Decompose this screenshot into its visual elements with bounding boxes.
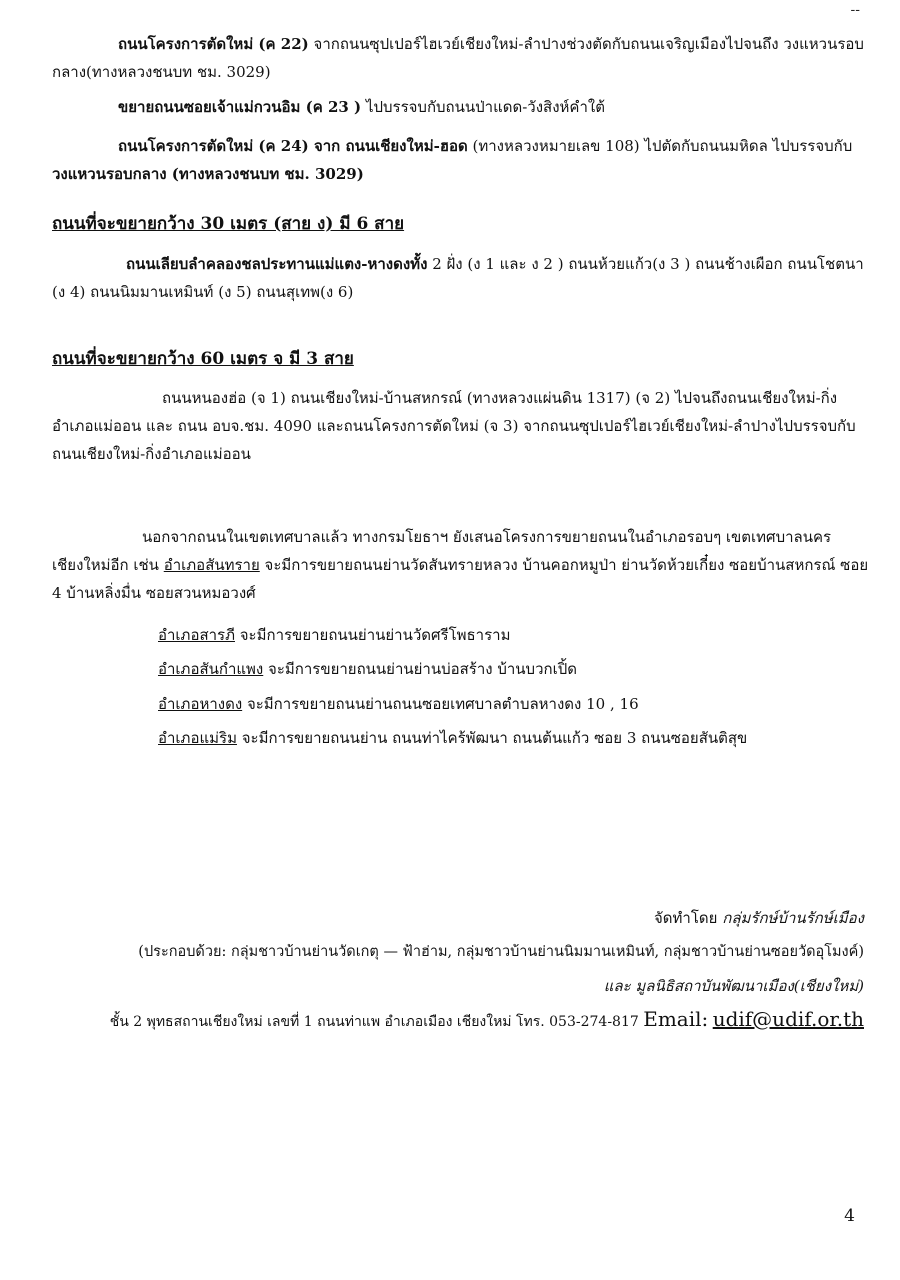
district-hangdong: อำเภอหางดง: [158, 695, 243, 713]
road-c22-text: จากถนนซุปเปอร์ไฮเวย์เชียงใหม่-ลำปางช่วงตัดกับถนนเจริญเมืองไปจนถึง วงแหวนรอบกลาง(ทางหลวงชนบท ชม. 3029): [52, 35, 864, 81]
district-maerim: อำเภอแม่ริม: [158, 729, 237, 747]
page-number: 4: [844, 1206, 855, 1226]
district-hangdong-text: จะมีการขยายถนนย่านถนนซอยเทศบาลตำบลหางดง 10 , 16: [246, 695, 639, 713]
email-link[interactable]: udif@udif.or.th: [712, 1007, 864, 1031]
district-saraphi-line: [158, 621, 878, 649]
paragraph-road-c24: [52, 132, 872, 188]
paragraph-road-c23: [52, 93, 872, 121]
outside-intro-text: นอกจากถนนในเขตเทศบาลแล้ว ทางกรมโยธาฯ ยังเสนอโครงการขยายถนนในอำเภอรอบๆ เขตเทศบาลนครเชียงใหม่อีก เช่น: [52, 528, 832, 574]
section-60m-text: [52, 384, 872, 468]
footer-composed-of: (ประกอบด้วย: กลุ่มชาวบ้านย่านวัดเกตุ — ฟ้าฮ่าม, กลุ่มชาวบ้านย่านนิมมานเหมินท์, กลุ่มชาวบ้านย่านซอยวัดอุโมงค์): [138, 944, 864, 960]
section-30m-text: [52, 250, 872, 306]
footer-organized-by: [52, 904, 864, 932]
district-sansai: อำเภอสันทราย: [163, 556, 260, 574]
section-30m-roads: 2 ฝั่ง (ง 1 และ ง 2 ) ถนนห้วยแก้ว(ง 3 ) ถนนช้างเผือก ถนนโชตนา (ง 4) ถนนนิมมานเหมินท์ (ง 5) ถนนสุเทพ(ง 6): [52, 255, 864, 301]
section-60m-roads: ถนนหนองฮ่อ (จ 1) ถนนเชียงใหม่-บ้านสหกรณ์ (ทางหลวงแผ่นดิน 1317) (จ 2) ไปจนถึงถนนเชียงใหม่-กิ่งอำเภอแม่ออน และ ถนน อบจ.ชม. 4090 และถนนโครงการตัดใหม่ (จ 3) จากถนนซุปเปอร์ไฮเวย์เชียงใหม่-ลำปางไปบรรจบกับถนนเชียงใหม่-กิ่งอำเภอแม่ออน: [52, 389, 856, 463]
footer-address-line: [52, 1005, 864, 1036]
page-corner-mark: --: [850, 2, 860, 18]
district-hangdong-line: [158, 690, 878, 718]
section-30m-heading: ถนนที่จะขยายกว้าง 30 เมตร (สาย ง) มี 6 สาย: [52, 214, 405, 234]
organizer-group: กลุ่มรักษ์บ้านรักษ์เมือง: [722, 909, 864, 927]
district-maerim-text: จะมีการขยายถนนย่าน ถนนท่าไคร้พัฒนา ถนนต้นแก้ว ซอย 3 ถนนซอยสันติสุข: [241, 729, 748, 747]
district-sankamphaeng-line: [158, 655, 878, 683]
section-30m-bold: ถนนเลียบลำคลองชลประทานแม่แตง-หางดงทั้ง: [126, 255, 428, 273]
footer-address: ชั้น 2 พุทธสถานเชียงใหม่ เลขที่ 1 ถนนท่าแพ อำเภอเมือง เชียงใหม่ โทร. 053-274-817: [109, 1014, 639, 1030]
organized-by-label: จัดทำโดย: [654, 909, 718, 927]
road-c24-title: ถนนโครงการตัดใหม่ (ค 24) จาก ถนนเชียงใหม่-ฮอด: [118, 137, 468, 155]
road-c22-title: ถนนโครงการตัดใหม่ (ค 22): [118, 35, 309, 53]
email-label: Email:: [643, 1007, 709, 1031]
district-sansai-text: จะมีการขยายถนนย่านวัดสันทรายหลวง บ้านคอกหมูป่า ย่านวัดห้วยเกี๋ยง ซอยบ้านสหกรณ์ ซอย 4 บ้านหลิ่งมื่น ซอยสวนหมอวงศ์: [52, 556, 869, 602]
road-c24-ring-road: วงแหวนรอบกลาง (ทางหลวงชนบท ชม. 3029): [52, 165, 364, 183]
road-c23-text: ไปบรรจบกับถนนป่าแดด-วังสิงห์คำใต้: [365, 98, 605, 116]
road-c24-text: (ทางหลวงหมายเลข 108) ไปตัดกับถนนมหิดล ไปบรรจบกับ: [472, 137, 853, 155]
district-sankamphaeng-text: จะมีการขยายถนนย่านย่านบ่อสร้าง บ้านบวกเปิ้ด: [268, 660, 577, 678]
paragraph-road-c22: [52, 30, 872, 86]
district-saraphi: อำเภอสารภี: [158, 626, 235, 644]
district-maerim-line: [158, 724, 878, 752]
outside-intro: [52, 523, 872, 607]
footer-foundation: และ มูลนิธิสถาบันพัฒนาเมือง(เชียงใหม่): [603, 977, 864, 995]
district-saraphi-text: จะมีการขยายถนนย่านย่านวัดศรีโพธาราม: [239, 626, 511, 644]
district-sankamphaeng: อำเภอสันกำแพง: [158, 660, 264, 678]
road-c23-title: ขยายถนนซอยเจ้าแม่กวนอิม (ค 23 ): [118, 98, 362, 116]
section-60m-heading: ถนนที่จะขยายกว้าง 60 เมตร จ มี 3 สาย: [52, 349, 354, 369]
